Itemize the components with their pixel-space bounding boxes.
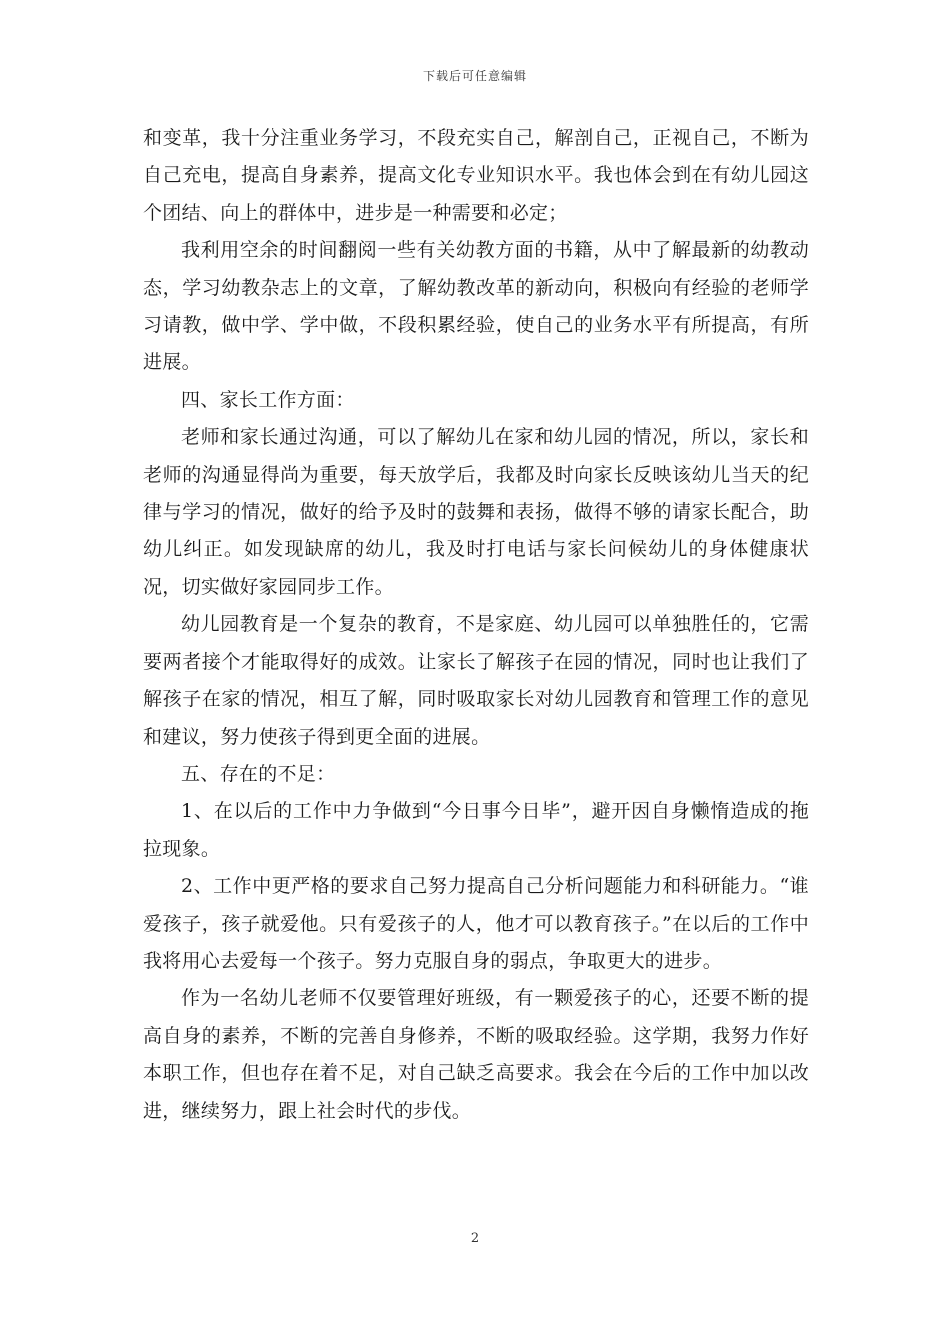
list-item-shortcoming-2: 2、工作中更严格的要求自己努力提高自己分析问题能力和科研能力。“谁爱孩子，孩子就爱他。只有爱孩子的人，他才可以教育孩子。”在以后的工作中我将用心去爱每一个孩子。努力克服自身的弱点，争取更大的进步。	[143, 875, 809, 972]
paragraph-conclusion: 作为一名幼儿老师不仅要管理好班级，有一颗爱孩子的心，还要不断的提高自身的素养，不断的完善自身修养，不断的吸取经验。这学期，我努力作好本职工作，但也存在着不足，对自己缺乏高要求。我会在今后的工作中加以改进，继续努力，跟上社会时代的步伐。	[143, 987, 809, 1122]
section-heading-shortcomings: 五、存在的不足：	[181, 762, 336, 785]
page-number: 2	[470, 1231, 480, 1246]
paragraph-parent-communication: 老师和家长通过沟通，可以了解幼儿在家和幼儿园的情况，所以，家长和老师的沟通显得尚为重要，每天放学后，我都及时向家长反映该幼儿当天的纪律与学习的情况，做好的给予及时的鼓舞和表扬，做得不够的请家长配合，助幼儿纠正。如发现缺席的幼儿，我及时打电话与家长问候幼儿的身体健康状况，切实做好家园同步工作。	[143, 426, 809, 598]
document-body	[143, 120, 809, 1130]
section-heading-parent-work: 四、家长工作方面：	[181, 388, 355, 411]
paragraph-reading-study: 我利用空余的时间翻阅一些有关幼教方面的书籍，从中了解最新的幼教动态，学习幼教杂志上的文章，了解幼教改革的新动向，积极向有经验的老师学习请教，做中学、学中做，不段积累经验，使自己的业务水平有所提高，有所进展。	[143, 239, 809, 374]
paragraph-continued-study: 和变革，我十分注重业务学习，不段充实自己，解剖自己，正视自己，不断为自己充电，提高自身素养，提高文化专业知识水平。我也体会到在有幼儿园这个团结、向上的群体中，进步是一种需要和必定；	[143, 127, 809, 224]
list-item-shortcoming-1: 1、在以后的工作中力争做到“今日事今日毕”，避开因自身懒惰造成的拖拉现象。	[143, 800, 809, 860]
paragraph-kindergarten-education: 幼儿园教育是一个复杂的教育，不是家庭、幼儿园可以单独胜任的，它需要两者接个才能取得好的成效。让家长了解孩子在园的情况，同时也让我们了解孩子在家的情况，相互了解，同时吸取家长对幼儿园教育和管理工作的意见和建议，努力使孩子得到更全面的进展。	[143, 613, 809, 748]
page-header: 下载后可任意编辑	[422, 69, 527, 83]
